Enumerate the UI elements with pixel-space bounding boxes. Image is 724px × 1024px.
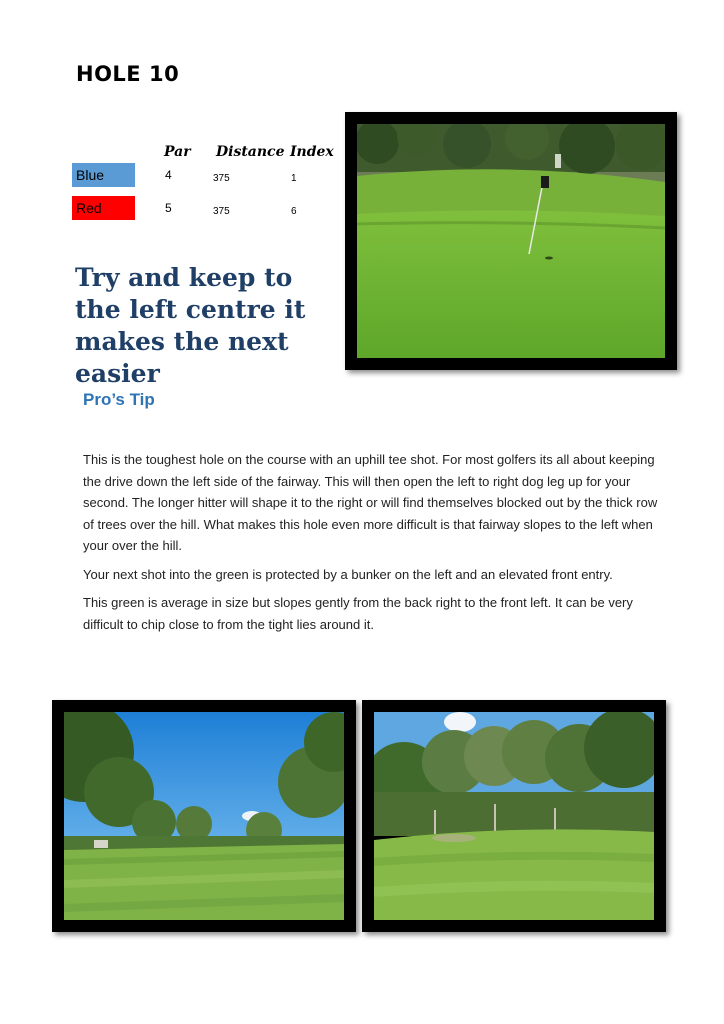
pros-tip-heading: Pro’s Tip — [83, 390, 155, 409]
tee-red-distance: 375 — [213, 206, 230, 217]
photo-green-flag — [345, 112, 677, 370]
pros-tip-paragraph: Your next shot into the green is protected by a bunker on the left and an elevated front entry. — [83, 566, 613, 582]
tee-blue-index: 1 — [291, 173, 297, 184]
pros-tip-paragraph: This is the toughest hole on the course with an uphill tee shot. For most golfers its all about keeping the drive down the left side of the fairway. This will then open the left to right dog leg up for your second. The longer hitter will shape it to the right or will find themselves blocked out by the thick row of trees over the hill. What makes this hole even more difficult is that fairway slopes to the left when your over the hill. — [83, 452, 658, 553]
photo-approach-trees-image — [374, 712, 654, 920]
tee-red-label: Red — [72, 196, 135, 220]
hole-title: HOLE 10 — [76, 62, 180, 86]
tee-blue-label: Blue — [72, 163, 135, 187]
tee-blue-par: 4 — [165, 168, 172, 182]
tee-red-par: 5 — [165, 201, 172, 215]
index-header: Index — [290, 144, 334, 160]
distance-header: Distance — [216, 144, 285, 160]
pros-tip-paragraph: This green is average in size but slopes gently from the back right to the front left. It can be very difficult to chip close to from the tight lies around it. — [83, 595, 633, 632]
pros-tip-body — [83, 449, 667, 642]
headline: Try and keep to the left centre it makes the next easier — [75, 263, 306, 388]
photo-fairway-sky — [52, 700, 356, 932]
photo-approach-trees — [362, 700, 666, 932]
par-header: Par — [164, 144, 191, 160]
photo-green-flag-image — [357, 124, 665, 358]
tee-red-index: 6 — [291, 206, 297, 217]
tee-blue-distance: 375 — [213, 173, 230, 184]
photo-fairway-sky-image — [64, 712, 344, 920]
